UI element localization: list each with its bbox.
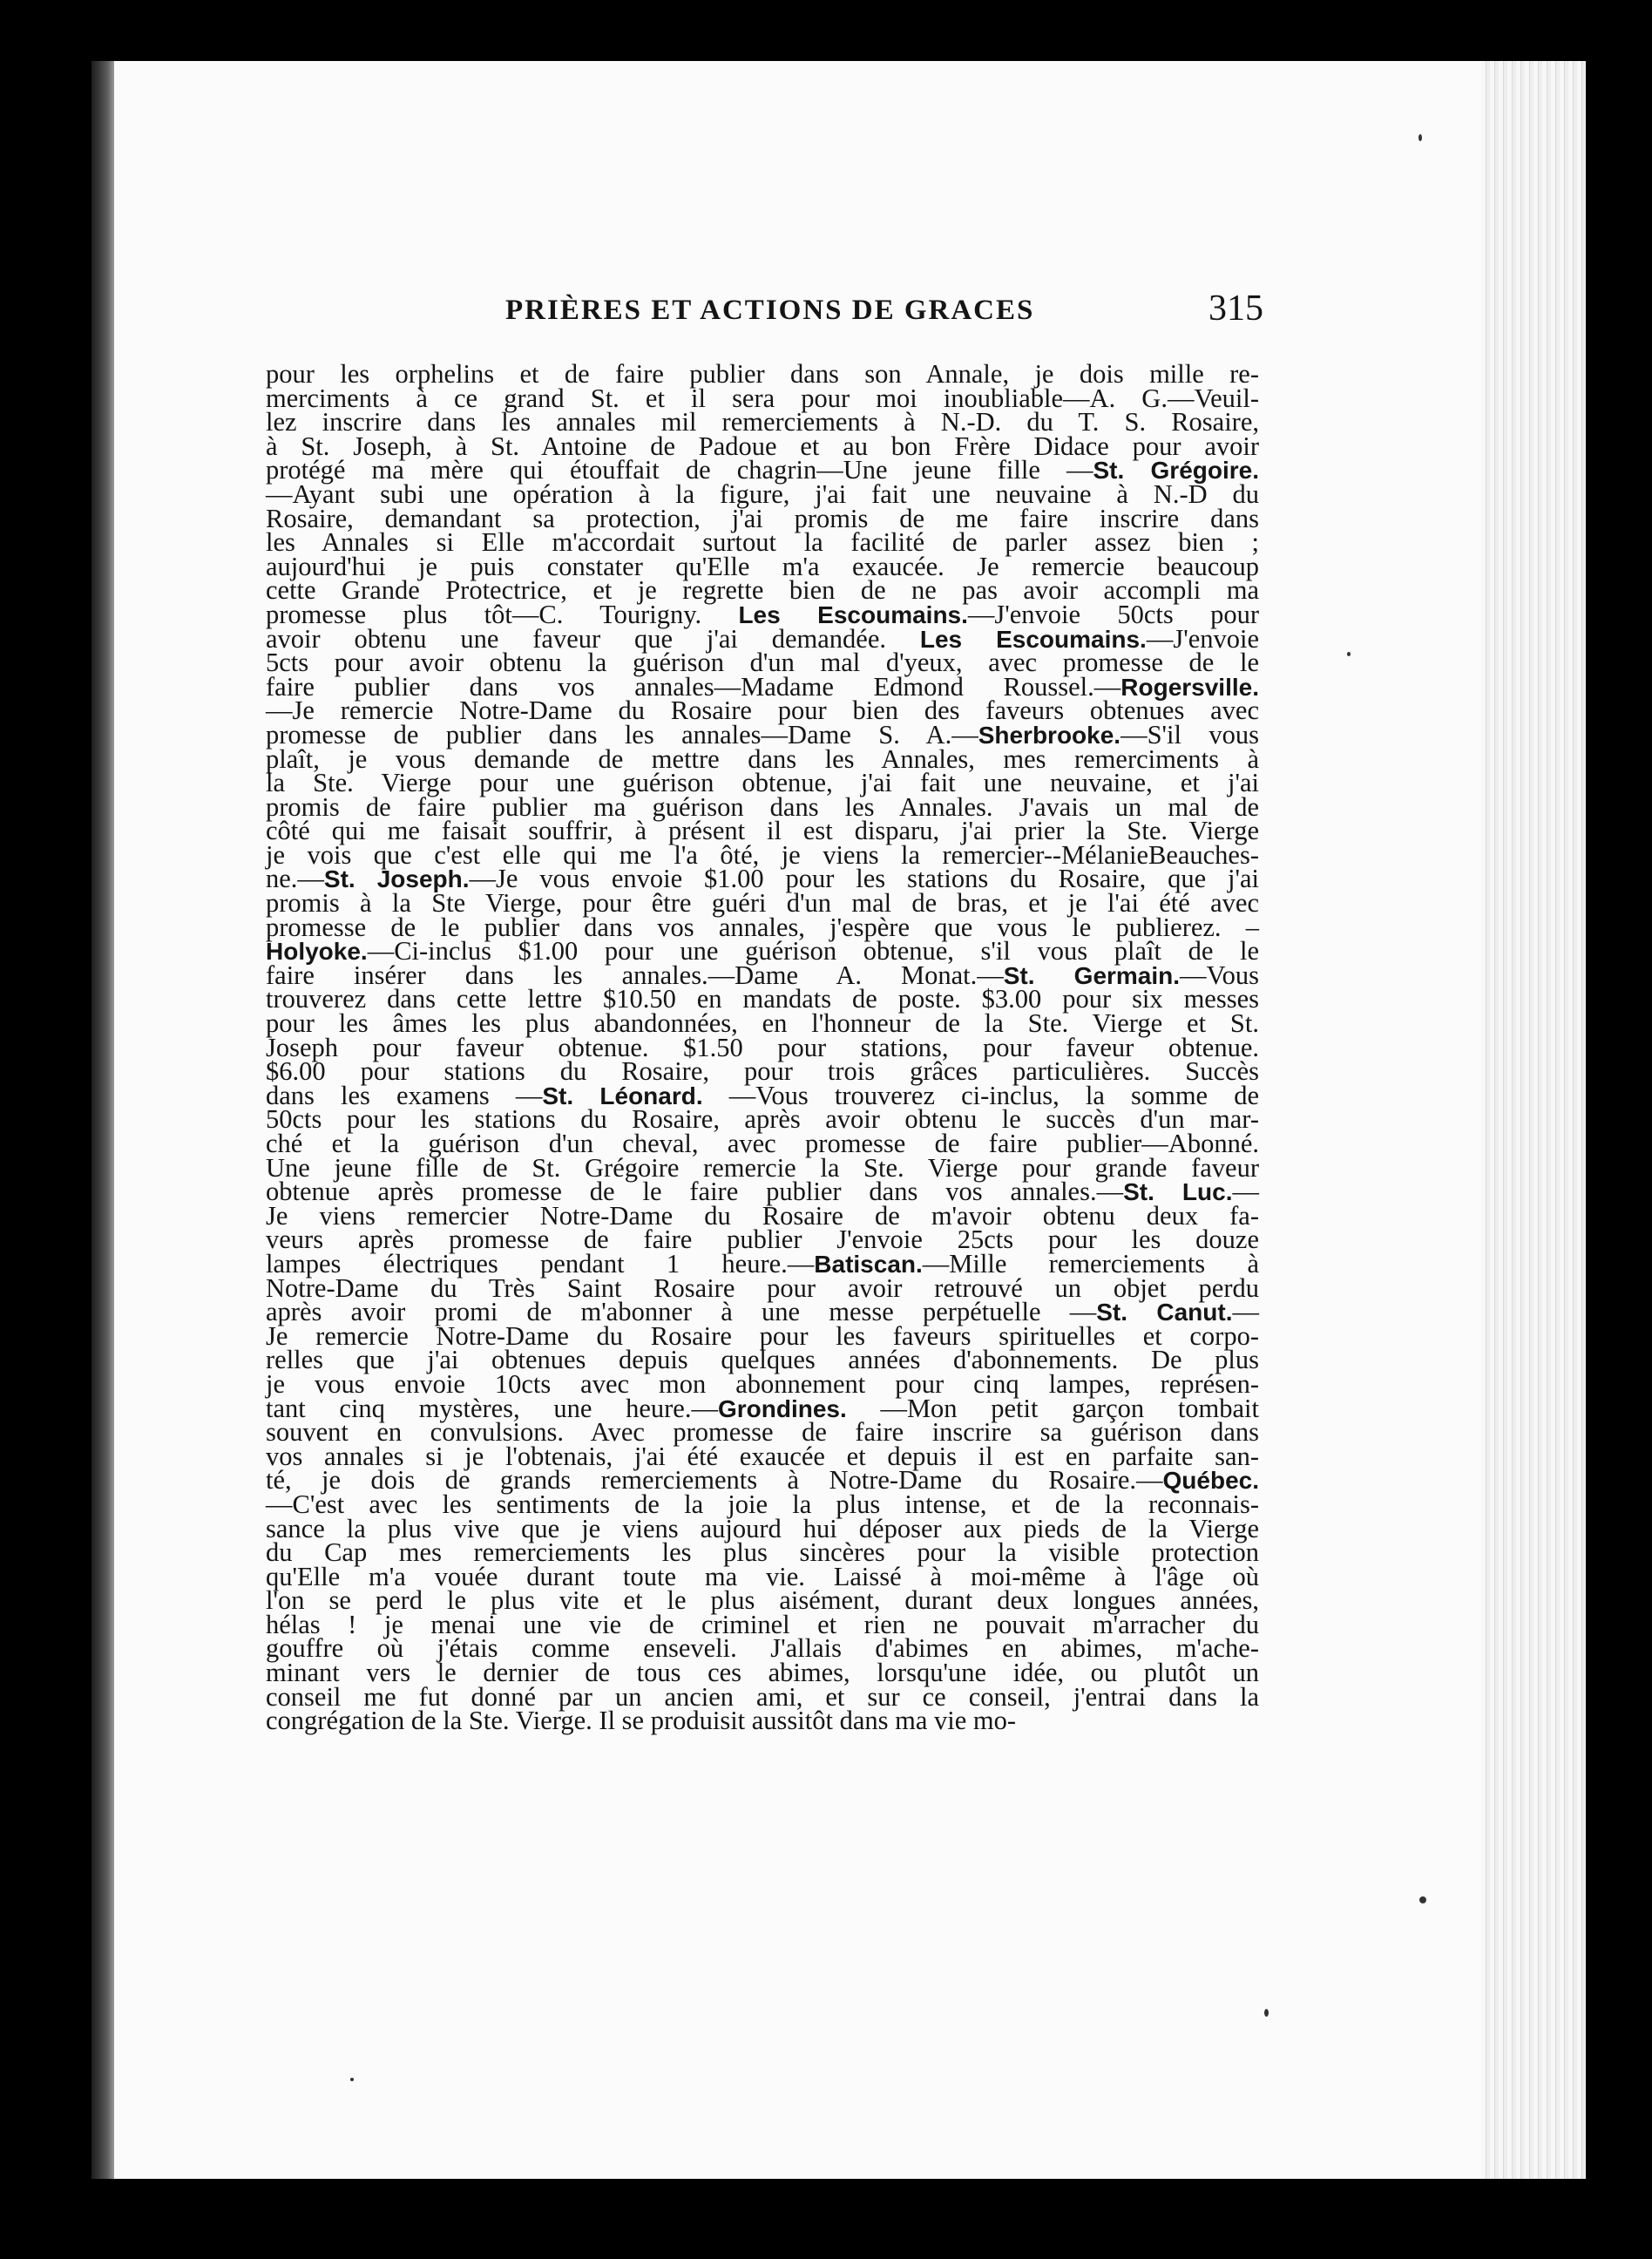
running-title: PRIÈRES ET ACTIONS DE GRACES	[505, 295, 1035, 326]
text-segment: avoir obtenu une faveur que j'ai demandée.	[266, 623, 920, 654]
place-name: St. Joseph.	[323, 865, 470, 893]
page-number: 315	[1209, 288, 1263, 329]
text-segment: —Mon petit garçon tombait	[846, 1393, 1260, 1423]
place-name: St. Canut.	[1096, 1299, 1233, 1326]
text-segment: Une jeune fille de St. Grégoire remercie la Ste. Vierge pour grande faveur	[266, 1152, 1259, 1183]
text-segment: $6.00 pour stations du Rosaire, pour trois grâces particulières. Succès	[266, 1056, 1259, 1087]
place-name: Holyoke.	[266, 938, 368, 966]
text-segment: —Je vous envoie $1.00 pour les stations du Rosaire, que j'ai	[469, 864, 1259, 894]
place-name: Sherbrooke.	[978, 721, 1121, 749]
text-segment: sance la plus vive que je viens aujourd hui déposer aux pieds de la Vierge	[266, 1513, 1259, 1543]
text-segment: la Ste. Vierge pour une guérison obtenue, j'ai fait une neuvaine, et j'ai	[266, 768, 1259, 798]
text-segment: —Vous	[1180, 960, 1260, 990]
text-segment: —C'est avec les sentiments de la joie la plus intense, et de la reconnais-	[266, 1489, 1259, 1519]
body-text	[266, 359, 1260, 1736]
text-segment: faire publier dans vos annales—Madame Edmond Roussel.—	[266, 671, 1121, 702]
text-segment: veurs après promesse de faire publier J'envoie 25cts pour les douze	[266, 1224, 1259, 1255]
text-segment: —	[1232, 1297, 1259, 1327]
text-segment: cette Grande Protectrice, et je regrette bien de ne pas avoir accompli ma	[266, 575, 1259, 606]
dust-speck	[1347, 652, 1351, 656]
text-segment: ne.—	[266, 864, 324, 894]
book-binding-shadow	[91, 61, 114, 2179]
text-segment: Je viens remercier Notre-Dame du Rosaire de m'avoir obtenu deux fa-	[266, 1200, 1259, 1231]
text-segment: l'on se perd le plus vite et le plus aisément, durant deux longues années,	[266, 1585, 1259, 1616]
text-segment: —J'envoie 50cts pour	[967, 599, 1259, 629]
place-name: St. Grégoire.	[1093, 457, 1259, 485]
text-segment: relles que j'ai obtenues depuis quelques années d'abonnements. De plus	[266, 1345, 1259, 1375]
text-segment: protégé ma mère qui étouffait de chagrin—Une jeune fille —	[266, 455, 1093, 485]
text-segment: 5cts pour avoir obtenu la guérison d'un mal d'yeux, avec promesse de le	[266, 648, 1259, 678]
dust-speck	[1419, 1896, 1426, 1903]
text-segment: du Cap mes remerciements les plus sincères pour la visible protection	[266, 1537, 1259, 1568]
place-name: Grondines.	[717, 1394, 847, 1422]
text-segment: dans les examens —	[266, 1080, 543, 1110]
place-name: Les Escoumains.	[919, 625, 1147, 653]
page-header	[288, 288, 1263, 340]
text-segment: les Annales si Elle m'accordait surtout la facilité de parler assez bien ;	[266, 527, 1259, 558]
text-segment: promesse de publier dans les annales—Dame S. A.—	[266, 719, 978, 750]
text-segment: —Ayant subi une opération à la figure, j'ai fait une neuvaine à N.-D du	[266, 478, 1259, 509]
dust-speck	[1418, 134, 1422, 141]
place-name: St. Léonard.	[542, 1082, 703, 1109]
text-segment: promesse de le publier dans vos annales, j'espère que vous le publierez. –	[266, 912, 1259, 942]
text-line	[266, 1706, 1259, 1736]
text-segment: lampes électriques pendant 1 heure.—	[266, 1248, 815, 1279]
text-segment: Notre-Dame du Très Saint Rosaire pour avoir retrouvé un objet perdu	[266, 1272, 1259, 1303]
text-segment: je vois que c'est elle qui me l'a ôté, je viens la remercier--MélanieBeauches-	[266, 839, 1259, 870]
text-segment: obtenue après promesse de le faire publier dans vos annales.—	[266, 1177, 1124, 1207]
text-segment: promis à la Ste Vierge, pour être guéri d'un mal de bras, et je l'ai été avec	[266, 888, 1259, 919]
text-segment: après avoir promi de m'abonner à une messe perpétuelle —	[266, 1297, 1097, 1327]
text-segment: té, je dois de grands remerciements à Notre-Dame du Rosaire.—	[266, 1465, 1163, 1496]
text-segment: Rosaire, demandant sa protection, j'ai promis de me faire inscrire dans	[266, 503, 1259, 533]
text-segment: 50cts pour les stations du Rosaire, après avoir obtenu le succès d'un mar-	[266, 1104, 1259, 1135]
text-segment: conseil me fut donné par un ancien ami, et sur ce conseil, j'entrai dans la	[266, 1681, 1259, 1712]
text-segment: minant vers le dernier de tous ces abimes, lorsqu'une idée, ou plutôt un	[266, 1658, 1259, 1688]
place-name: Québec.	[1162, 1467, 1259, 1495]
text-segment: congrégation de la Ste. Vierge. Il se produisit aussitôt dans ma vie mo-	[266, 1706, 1017, 1736]
text-segment: —S'il vous	[1121, 719, 1260, 750]
text-segment: à St. Joseph, à St. Antoine de Padoue et au bon Frère Didace pour avoir	[266, 431, 1259, 461]
text-segment: pour les orphelins et de faire publier dans son Annale, je dois mille re-	[266, 359, 1259, 389]
text-segment: ché et la guérison d'un cheval, avec promesse de faire publier—Abonné.	[266, 1129, 1259, 1158]
text-segment: faire insérer dans les annales.—Dame A. Monat.—	[266, 960, 1004, 990]
dust-speck	[350, 2078, 354, 2081]
text-segment: Joseph pour faveur obtenue. $1.50 pour stations, pour faveur obtenue.	[266, 1032, 1259, 1062]
place-name: Les Escoumains.	[738, 600, 968, 628]
text-segment: —Vous trouverez ci-inclus, la somme de	[702, 1080, 1259, 1110]
text-segment: pour les âmes les plus abandonnées, en l'honneur de la Ste. Vierge et St.	[266, 1008, 1259, 1039]
dust-speck	[1264, 2009, 1269, 2017]
text-segment: lez inscrire dans les annales mil remerciements à N.-D. du T. S. Rosaire,	[266, 407, 1259, 438]
text-segment: vos annales si je l'obtenais, j'ai été exaucée et depuis il est en parfaite san-	[266, 1441, 1259, 1471]
text-segment: gouffre où j'étais comme enseveli. J'allais d'abimes en abimes, m'ache-	[266, 1633, 1259, 1664]
text-segment: —Mille remerciements à	[922, 1248, 1259, 1279]
text-segment: trouverez dans cette lettre $10.50 en mandats de poste. $3.00 pour six messes	[266, 984, 1259, 1014]
text-segment: —Ci-inclus $1.00 pour une guérison obtenue, s'il vous plaît de le	[367, 936, 1259, 967]
page-edges	[1481, 61, 1586, 2179]
text-segment: —J'envoie	[1146, 623, 1259, 654]
text-segment: souvent en convulsions. Avec promesse de faire inscrire sa guérison dans	[266, 1417, 1259, 1448]
text-segment: hélas ! je menai une vie de criminel et rien ne pouvait m'arracher du	[266, 1609, 1259, 1639]
text-segment: je vous envoie 10cts avec mon abonnement pour cinq lampes, représen-	[266, 1368, 1259, 1399]
text-segment: merciments à ce grand St. et il sera pour moi inoubliable—A. G.—Veuil-	[266, 383, 1259, 413]
text-segment: qu'Elle m'a vouée durant toute ma vie. Laissé à moi-même à l'âge où	[266, 1561, 1259, 1591]
text-segment: plaît, je vous demande de mettre dans les Annales, mes remerciments à	[266, 743, 1259, 774]
text-segment: —	[1232, 1177, 1259, 1207]
place-name: Rogersville.	[1121, 673, 1259, 701]
text-segment: tant cinq mystères, une heure.—	[266, 1393, 718, 1423]
text-segment: aujourd'hui je puis constater qu'Elle m'a exaucée. Je remercie beaucoup	[266, 551, 1259, 581]
text-segment: promis de faire publier ma guérison dans les Annales. J'avais un mal de	[266, 791, 1259, 822]
place-name: Batiscan.	[814, 1250, 923, 1278]
place-name: St. Germain.	[1003, 961, 1181, 989]
text-segment: promesse plus tôt—C. Tourigny.	[266, 599, 739, 629]
text-segment: —Je remercie Notre-Dame du Rosaire pour bien des faveurs obtenues avec	[266, 695, 1259, 726]
text-segment: Je remercie Notre-Dame du Rosaire pour les faveurs spirituelles et corpo-	[266, 1320, 1259, 1351]
text-segment: côté qui me faisait souffrir, à présent il est disparu, j'ai prier la Ste. Vierge	[266, 816, 1259, 846]
place-name: St. Luc.	[1123, 1178, 1233, 1206]
